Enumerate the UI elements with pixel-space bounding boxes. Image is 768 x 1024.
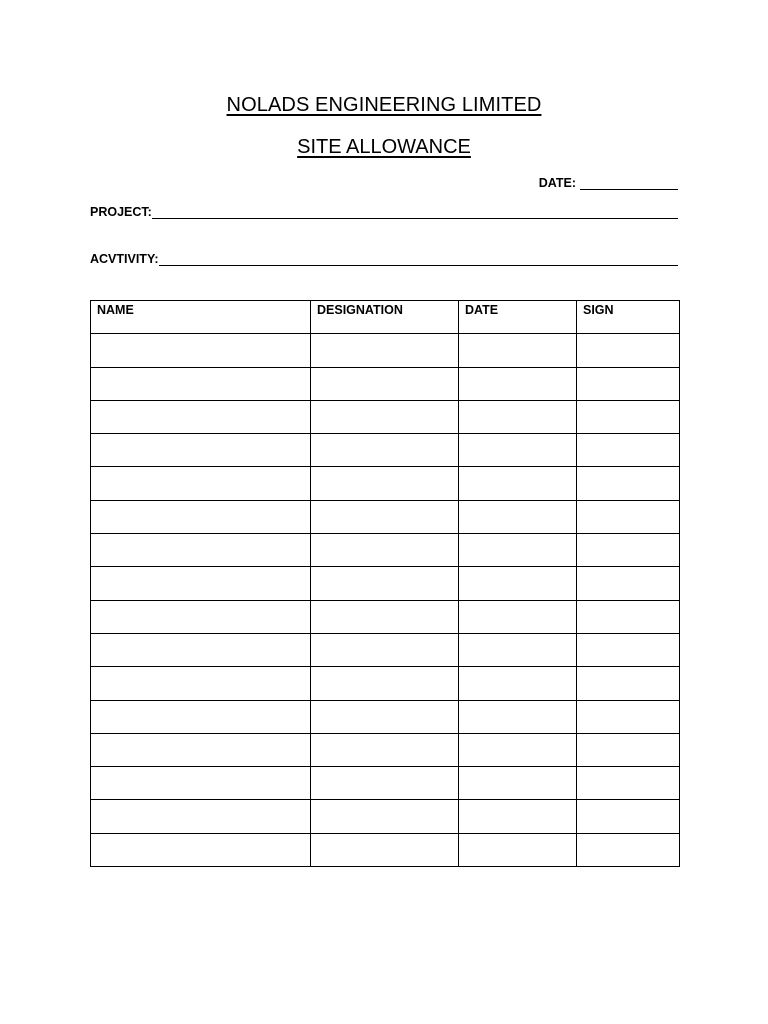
date-label: DATE: bbox=[538, 176, 576, 190]
sign-cell[interactable] bbox=[577, 733, 680, 766]
name-cell[interactable] bbox=[91, 633, 311, 666]
date-cell[interactable] bbox=[459, 467, 577, 500]
table-row bbox=[91, 633, 680, 666]
designation-cell[interactable] bbox=[311, 733, 459, 766]
sign-cell[interactable] bbox=[577, 400, 680, 433]
date-cell[interactable] bbox=[459, 733, 577, 766]
date-cell[interactable] bbox=[459, 500, 577, 533]
sign-cell[interactable] bbox=[577, 334, 680, 367]
name-cell[interactable] bbox=[91, 733, 311, 766]
table-row bbox=[91, 667, 680, 700]
table-row bbox=[91, 600, 680, 633]
date-cell[interactable] bbox=[459, 334, 577, 367]
date-cell[interactable] bbox=[459, 367, 577, 400]
sign-cell[interactable] bbox=[577, 833, 680, 866]
name-cell[interactable] bbox=[91, 534, 311, 567]
project-field bbox=[90, 205, 678, 219]
allowance-table bbox=[90, 300, 680, 867]
date-cell[interactable] bbox=[459, 434, 577, 467]
name-cell[interactable] bbox=[91, 467, 311, 500]
document-title: SITE ALLOWANCE bbox=[297, 136, 471, 158]
table-row bbox=[91, 767, 680, 800]
name-cell[interactable] bbox=[91, 367, 311, 400]
sign-cell[interactable] bbox=[577, 767, 680, 800]
date-cell[interactable] bbox=[459, 600, 577, 633]
sign-cell[interactable] bbox=[577, 800, 680, 833]
sign-cell[interactable] bbox=[577, 567, 680, 600]
date-cell[interactable] bbox=[459, 633, 577, 666]
company-name: NOLADS ENGINEERING LIMITED bbox=[226, 94, 542, 116]
date-input-line[interactable] bbox=[580, 176, 678, 190]
name-cell[interactable] bbox=[91, 800, 311, 833]
name-cell[interactable] bbox=[91, 667, 311, 700]
designation-cell[interactable] bbox=[311, 367, 459, 400]
sign-cell[interactable] bbox=[577, 534, 680, 567]
name-cell[interactable] bbox=[91, 400, 311, 433]
name-cell[interactable] bbox=[91, 767, 311, 800]
sign-cell[interactable] bbox=[577, 700, 680, 733]
designation-cell[interactable] bbox=[311, 500, 459, 533]
name-cell[interactable] bbox=[91, 567, 311, 600]
table-row bbox=[91, 733, 680, 766]
table-row bbox=[91, 700, 680, 733]
activity-field bbox=[90, 252, 678, 266]
table-row bbox=[91, 367, 680, 400]
date-cell[interactable] bbox=[459, 400, 577, 433]
table-row bbox=[91, 800, 680, 833]
designation-cell[interactable] bbox=[311, 633, 459, 666]
designation-cell[interactable] bbox=[311, 334, 459, 367]
designation-cell[interactable] bbox=[311, 567, 459, 600]
table-row bbox=[91, 567, 680, 600]
activity-label: ACVTIVITY: bbox=[90, 252, 159, 266]
designation-cell[interactable] bbox=[311, 434, 459, 467]
date-cell[interactable] bbox=[459, 567, 577, 600]
name-cell[interactable] bbox=[91, 500, 311, 533]
sign-cell[interactable] bbox=[577, 500, 680, 533]
table-row bbox=[91, 534, 680, 567]
column-header-sign: SIGN bbox=[577, 301, 680, 334]
designation-cell[interactable] bbox=[311, 800, 459, 833]
name-cell[interactable] bbox=[91, 600, 311, 633]
designation-cell[interactable] bbox=[311, 767, 459, 800]
date-cell[interactable] bbox=[459, 700, 577, 733]
table-row bbox=[91, 500, 680, 533]
table-row bbox=[91, 400, 680, 433]
name-cell[interactable] bbox=[91, 334, 311, 367]
table-row bbox=[91, 467, 680, 500]
date-cell[interactable] bbox=[459, 833, 577, 866]
sign-cell[interactable] bbox=[577, 600, 680, 633]
designation-cell[interactable] bbox=[311, 467, 459, 500]
date-cell[interactable] bbox=[459, 767, 577, 800]
sign-cell[interactable] bbox=[577, 467, 680, 500]
designation-cell[interactable] bbox=[311, 600, 459, 633]
activity-input-line[interactable] bbox=[159, 252, 678, 266]
name-cell[interactable] bbox=[91, 833, 311, 866]
column-header-date: DATE bbox=[459, 301, 577, 334]
project-label: PROJECT: bbox=[90, 205, 152, 219]
designation-cell[interactable] bbox=[311, 667, 459, 700]
table-row bbox=[91, 434, 680, 467]
designation-cell[interactable] bbox=[311, 700, 459, 733]
date-cell[interactable] bbox=[459, 667, 577, 700]
name-cell[interactable] bbox=[91, 700, 311, 733]
designation-cell[interactable] bbox=[311, 534, 459, 567]
name-cell[interactable] bbox=[91, 434, 311, 467]
table-body bbox=[91, 334, 680, 867]
sign-cell[interactable] bbox=[577, 434, 680, 467]
sign-cell[interactable] bbox=[577, 633, 680, 666]
table-header-row bbox=[91, 301, 680, 334]
column-header-designation: DESIGNATION bbox=[311, 301, 459, 334]
sign-cell[interactable] bbox=[577, 367, 680, 400]
designation-cell[interactable] bbox=[311, 833, 459, 866]
designation-cell[interactable] bbox=[311, 400, 459, 433]
project-input-line[interactable] bbox=[152, 205, 678, 219]
table-row bbox=[91, 334, 680, 367]
sign-cell[interactable] bbox=[577, 667, 680, 700]
column-header-name: NAME bbox=[91, 301, 311, 334]
date-cell[interactable] bbox=[459, 534, 577, 567]
date-cell[interactable] bbox=[459, 800, 577, 833]
date-field bbox=[539, 176, 678, 190]
table-row bbox=[91, 833, 680, 866]
